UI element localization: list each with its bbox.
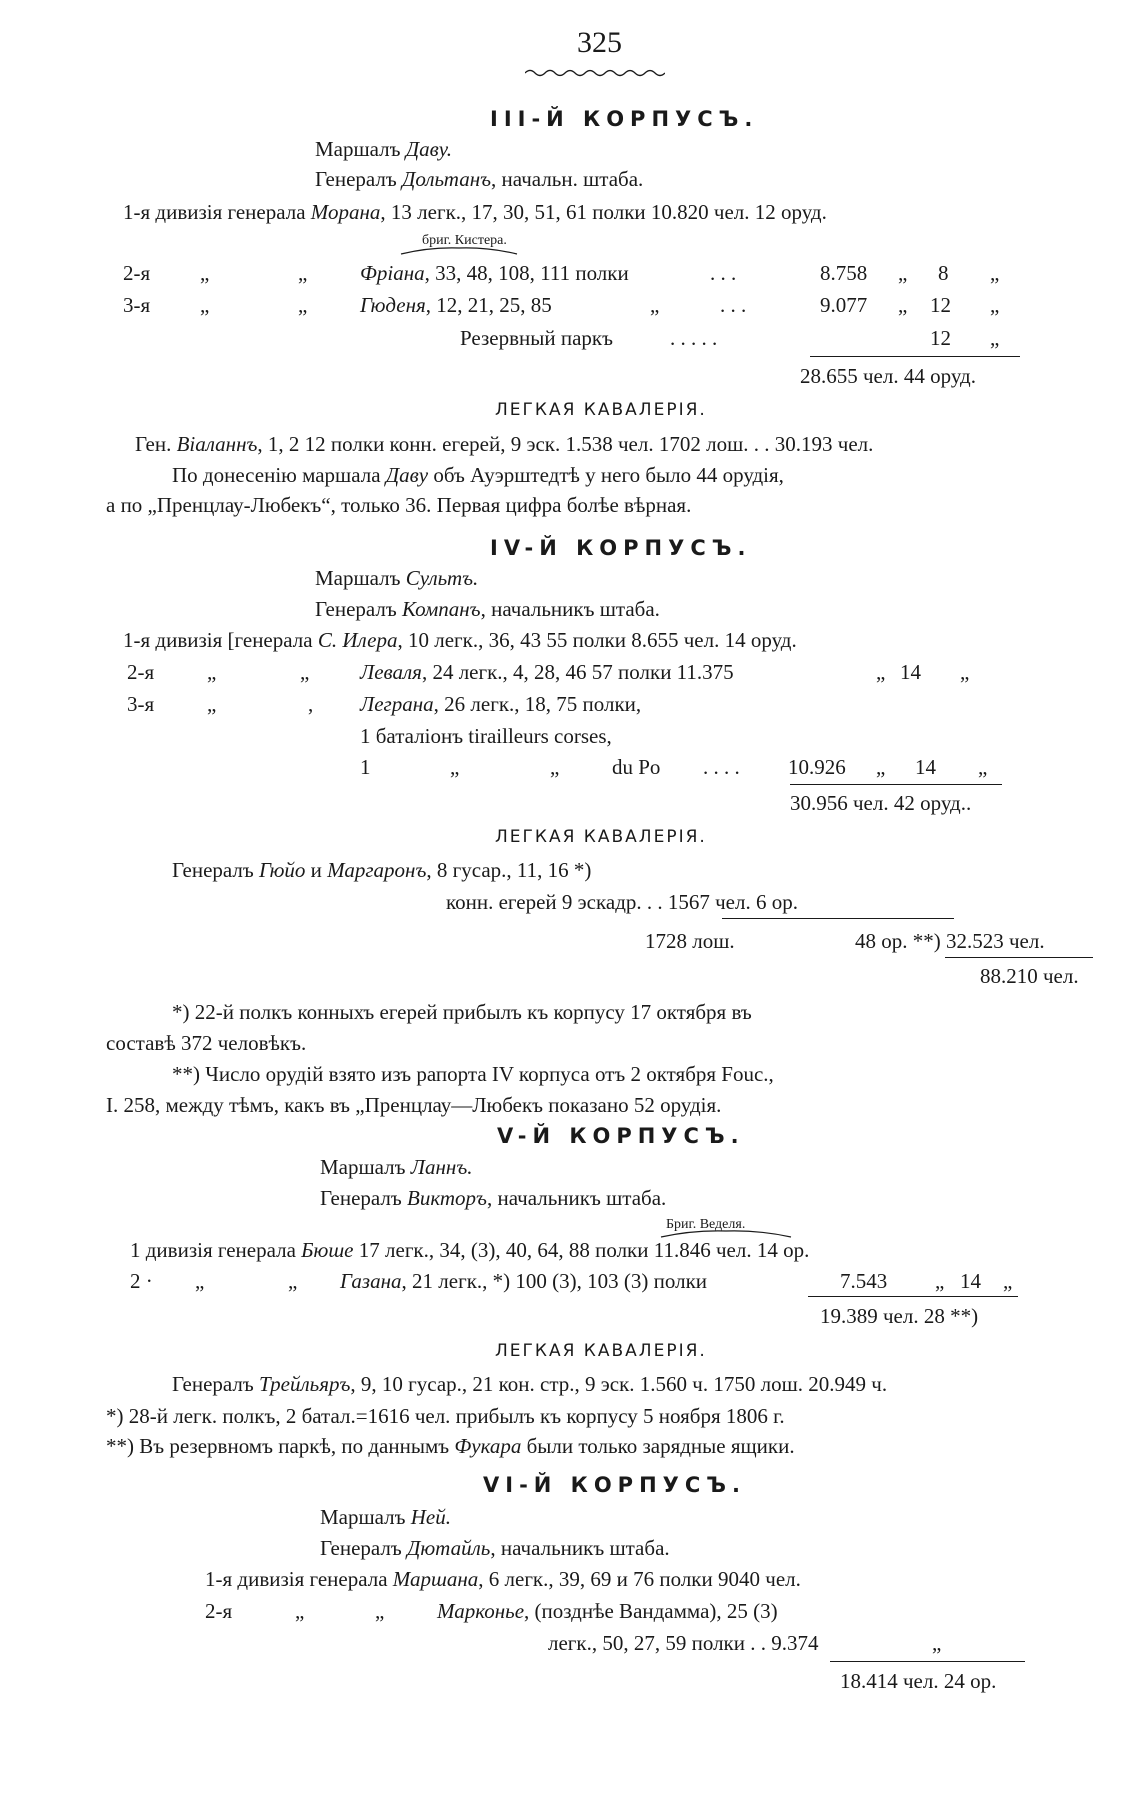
corps-4-cavalry-line-1: Генералъ Гюйо и Маргаронъ, 8 гусар., 11, 16 *) — [172, 858, 592, 882]
corps-5-footnote-2: **) Въ резервномъ паркѣ, по даннымъ Фукара были только зарядные ящики. — [106, 1434, 795, 1458]
corps-5-cavalry-heading: ЛЕГКАЯ КАВАЛЕРІЯ. — [495, 1341, 707, 1361]
corps-4-battalion-1: 1 баталіонъ tirailleurs corses, — [360, 724, 612, 748]
corps-4-cavalry-line-2: конн. егерей 9 эскадр. . . 1567 чел. 6 ор. — [446, 890, 798, 914]
brigade-brace — [400, 247, 518, 255]
corps-3-note-line-2: а по „Пренцлау-Любекъ“, только 36. Первая цифра болѣе вѣрная. — [106, 493, 692, 517]
corps-6-general: Генералъ Дютайль, начальникъ штаба. — [320, 1536, 670, 1560]
total-rule — [830, 1661, 1025, 1662]
corps-3-division-2: 2-я „ „ Фріана, 33, 48, 108, 111 полки . . . 8.758 „ 8 „ — [123, 261, 1000, 285]
total-rule — [808, 1296, 1018, 1297]
corps-3-division-1: 1-я дивизія генерала Морана, 13 легк., 17, 30, 51, 61 полки 10.820 чел. 12 оруд. — [123, 200, 827, 224]
corps-6-total: 18.414 чел. 24 ор. — [840, 1669, 997, 1693]
corps-3-marshal: Маршалъ Даву. — [315, 137, 452, 161]
corps-4-cavalry-heading: ЛЕГКАЯ КАВАЛЕРІЯ. — [495, 827, 707, 847]
footnote-2-line-1: **) Число орудій взято изъ рапорта IV корпуса отъ 2 октября Fouc., — [172, 1062, 774, 1086]
corps-5-division-2: 2 · „ „ Газана, 21 легк., *) 100 (3), 103 (3) полки 7.543 „ 14 „ — [130, 1269, 1013, 1293]
total-rule — [810, 356, 1020, 357]
corps-5-total: 19.389 чел. 28 **) — [820, 1304, 979, 1328]
corps-6-division-2: 2-я „ „ Марконье, (позднѣе Вандамма), 25 (3) — [205, 1599, 778, 1623]
corps-6-division-2-cont: легк., 50, 27, 59 полки . . 9.374 „ — [548, 1631, 942, 1655]
corps-6-marshal: Маршалъ Ней. — [320, 1505, 452, 1529]
corps-4-division-1: 1-я дивизія [генерала С. Илера, 10 легк., 36, 43 55 полки 8.655 чел. 14 оруд. — [123, 628, 797, 652]
corps-4-total: 30.956 чел. 42 оруд.. — [790, 791, 972, 815]
corps-3-general: Генералъ Дольтанъ, начальн. штаба. — [315, 167, 644, 191]
grand-total: 88.210 чел. — [980, 964, 1079, 988]
corps-3-division-3: 3-я „ „ Гюденя, 12, 21, 25, 85 „ . . . 9.077 „ 12 „ — [123, 293, 1000, 317]
footnote-1-line-1: *) 22-й полкъ конныхъ егерей прибылъ къ корпусу 17 октября въ — [172, 1000, 752, 1024]
corps-4-heading: IV-Й КОРПУСЪ. — [490, 536, 752, 560]
footnote-2-line-2: I. 258, между тѣмъ, какъ въ „Пренцлау—Любекъ показано 52 орудія. — [106, 1093, 722, 1117]
corps-4-division-3: 3-я „ , Леграна, 26 легк., 18, 75 полки, — [127, 692, 642, 716]
corps-6-heading: VI-Й КОРПУСЪ. — [483, 1473, 746, 1497]
cavalry-rule — [722, 918, 954, 919]
footnote-1-line-2: составѣ 372 человѣкъ. — [106, 1031, 307, 1055]
corps-5-marshal: Маршалъ Ланнъ. — [320, 1155, 473, 1179]
corps-6-division-1: 1-я дивизія генерала Маршана, 6 легк., 39, 69 и 76 полки 9040 чел. — [205, 1567, 801, 1591]
corps-3-total: 28.655 чел. 44 оруд. — [800, 364, 976, 388]
total-rule — [790, 784, 1002, 785]
corps-5-division-1: 1 дивизія генерала Бюше 17 легк., 34, (3), 40, 64, 88 полки 11.846 чел. 14 ор. — [130, 1238, 810, 1262]
corps-5-heading: V-Й КОРПУСЪ. — [497, 1124, 745, 1148]
corps-4-general: Генералъ Компанъ, начальникъ штаба. — [315, 597, 660, 621]
corps-3-heading: III-Й КОРПУСЪ. — [490, 107, 759, 131]
corps-4-division-2: 2-я „ „ Леваля, 24 легк., 4, 28, 46 57 полки 11.375 „ 14 „ — [127, 660, 970, 684]
page-number: 325 — [577, 26, 622, 59]
corps-3-reserve-park: Резервный паркъ . . . . . 12 „ — [460, 326, 1000, 350]
corps-5-general: Генералъ Викторъ, начальникъ штаба. — [320, 1186, 667, 1210]
corps-4-marshal: Маршалъ Сультъ. — [315, 566, 479, 590]
corps-3-cavalry-line: Ген. Віаланнъ, 1, 2 12 полки конн. егерей, 9 эск. 1.538 чел. 1702 лош. . . 30.193 чел. — [135, 432, 874, 456]
corps-3-brigade-note: бриг. Кистера. — [422, 233, 507, 248]
corps-5-brigade-note: Бриг. Веделя. — [666, 1217, 746, 1232]
grand-total-rule — [945, 957, 1093, 958]
corps-3-cavalry-heading: ЛЕГКАЯ КАВАЛЕРІЯ. — [495, 400, 707, 420]
corps-3-note-line-1: По донесенію маршала Даву объ Ауэрштедтѣ у него было 44 орудія, — [172, 463, 784, 487]
corps-5-footnote-1: *) 28-й легк. полкъ, 2 батал.=1616 чел. прибылъ къ корпусу 5 ноября 1806 г. — [106, 1404, 785, 1428]
corps-4-cavalry-totals: 1728 лош. 48 ор. **) 32.523 чел. — [645, 929, 1045, 953]
corps-4-battalion-2: 1 „ „ du Po . . . . 10.926 „ 14 „ — [360, 755, 988, 779]
page-number-ornament — [525, 68, 665, 78]
corps-5-cavalry-line: Генералъ Трейльяръ, 9, 10 гусар., 21 кон. стр., 9 эск. 1.560 ч. 1750 лош. 20.949 ч. — [172, 1372, 888, 1396]
